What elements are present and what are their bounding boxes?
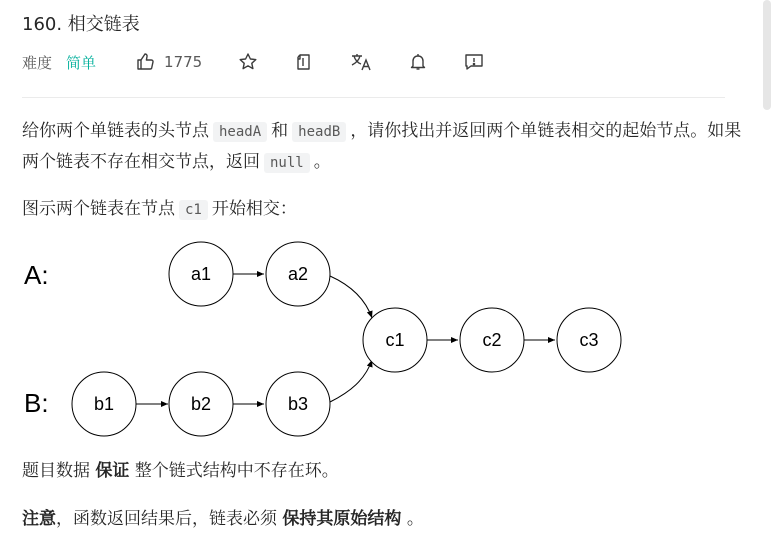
- difficulty-badge: 简单: [66, 53, 97, 72]
- difficulty-label: 难度: [22, 53, 53, 72]
- linked-list-diagram: [0, 230, 660, 445]
- text: 给你两个单链表的头节点: [22, 121, 209, 141]
- node-c2: [460, 308, 524, 372]
- star-icon[interactable]: [238, 52, 258, 72]
- node-label: a1: [190, 264, 212, 284]
- node-label: a2: [287, 264, 309, 284]
- node-b1: [72, 372, 136, 436]
- node-b2: [169, 372, 233, 436]
- node-label: c3: [579, 330, 599, 350]
- text: ，函数返回结果后，链表必须: [56, 509, 277, 529]
- description-paragraph-2: [22, 194, 297, 225]
- description-paragraph-1: [22, 116, 742, 178]
- share-icon[interactable]: [294, 52, 314, 72]
- like-count: 1775: [164, 53, 203, 71]
- node-label: b1: [93, 394, 115, 414]
- bold-text: 注意: [22, 509, 56, 529]
- translate-icon[interactable]: [350, 52, 372, 72]
- code-headA: headA: [213, 122, 267, 142]
- node-c1: [363, 308, 427, 372]
- node-label: c2: [482, 330, 502, 350]
- text: 整个链式结构中不存在环。: [134, 461, 339, 481]
- description-paragraph-3: [22, 456, 339, 486]
- description-paragraph-4: [22, 504, 424, 534]
- node-label: b3: [287, 394, 309, 414]
- feedback-icon[interactable]: [464, 52, 484, 72]
- text: 图示两个链表在节点: [22, 199, 175, 219]
- bell-icon[interactable]: [408, 52, 428, 72]
- node-b3: [266, 372, 330, 436]
- node-label: c1: [385, 330, 405, 350]
- code-null: null: [264, 153, 310, 173]
- text: 和: [271, 121, 289, 141]
- page-title: 160. 相交链表: [22, 14, 140, 35]
- code-c1: c1: [179, 200, 208, 220]
- node-c3: [557, 308, 621, 372]
- list-label-b: B:: [24, 388, 49, 418]
- text: 开始相交：: [211, 199, 297, 219]
- like-button[interactable]: [136, 52, 202, 72]
- bold-text: 保持其原始结构: [282, 509, 402, 529]
- node-a1: [169, 242, 233, 306]
- scrollbar[interactable]: [763, 0, 771, 110]
- node-a2: [266, 242, 330, 306]
- code-headB: headB: [292, 122, 346, 142]
- node-label: b2: [190, 394, 212, 414]
- problem-meta-bar: [22, 50, 484, 74]
- text: ，请你找出并返回两个单链表相交的起始节点。如果两个链表不存在相交节点，返回: [22, 121, 742, 172]
- text: 。: [313, 152, 331, 172]
- list-label-a: A:: [24, 260, 49, 290]
- text: 。: [406, 509, 424, 529]
- bold-text: 保证: [95, 461, 130, 481]
- thumbs-up-icon: [136, 52, 156, 72]
- divider: [22, 97, 725, 98]
- text: 题目数据: [22, 461, 90, 481]
